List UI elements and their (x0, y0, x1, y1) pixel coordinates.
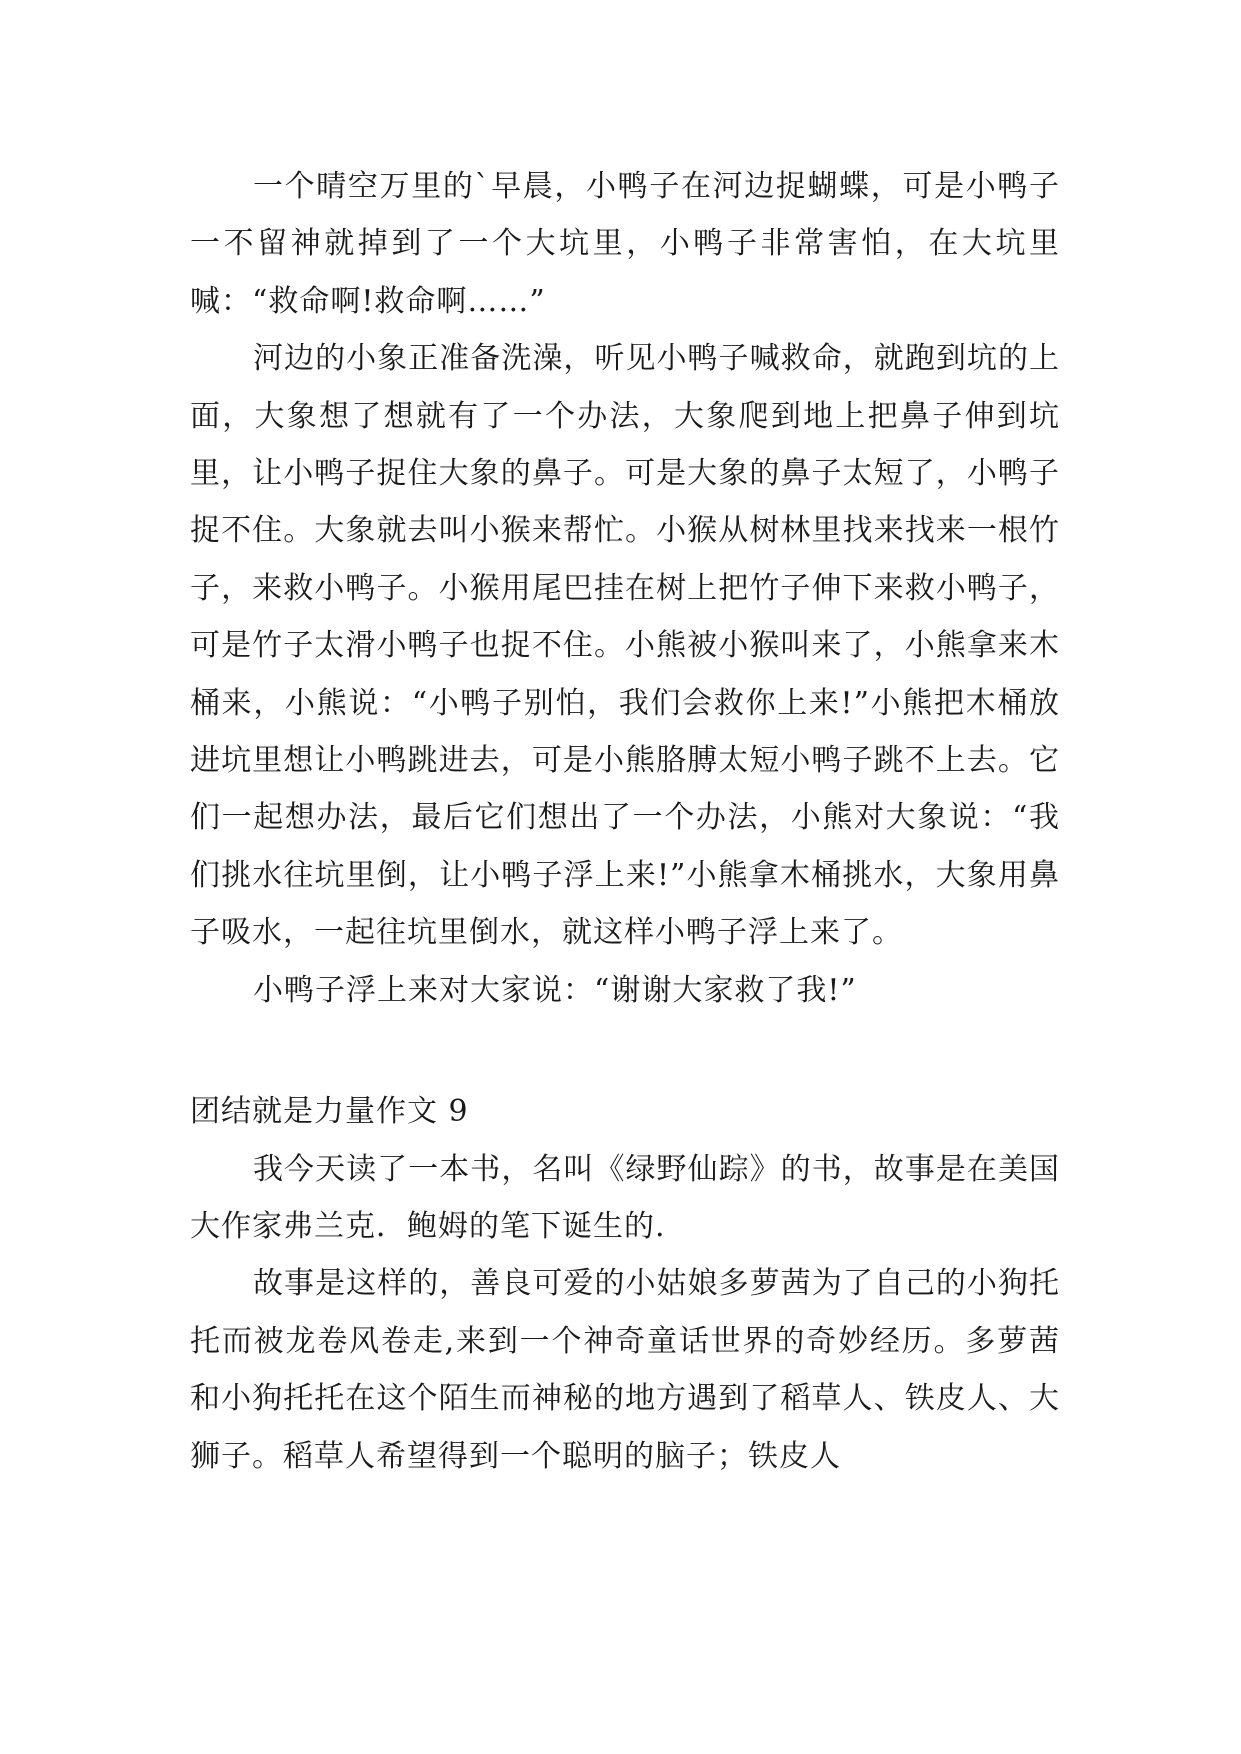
paragraph-duckling-intro: 一个晴空万里的`早晨，小鸭子在河边捉蝴蝶，可是小鸭子一不留神就掉到了一个大坑里，小鸭子非常害怕，在大坑里喊：“救命啊!救命啊……” (190, 169, 1060, 319)
paragraph-duckling-thanks: 小鸭子浮上来对大家说：“谢谢大家救了我!” (253, 972, 857, 1008)
document-body (190, 158, 1060, 1485)
paragraph-book-intro: 我今天读了一本书，名叫《绿野仙踪》的书，故事是在美国大作家弗兰克．鲍姆的笔下诞生的. (190, 1151, 1060, 1244)
essay-title: 团结就是力量作文 9 (190, 1094, 469, 1130)
paragraph-rescue-story: 河边的小象正准备洗澡，听见小鸭子喊救命，就跑到坑的上面，大象想了想就有了一个办法，大象爬到地上把鼻子伸到坑里，让小鸭子捉住大象的鼻子。可是大象的鼻子太短了，小鸭子捉不住。大象就去叫小猴来帮忙。小猴从树林里找来找来一根竹子，来救小鸭子。小猴用尾巴挂在树上把竹子伸下来救小鸭子，可是竹子太滑小鸭子也捉不住。小熊被小猴叫来了，小熊拿来木桶来，小熊说：“小鸭子别怕，我们会救你上来!”小熊把木桶放进坑里想让小鸭跳进去，可是小熊胳膊太短小鸭子跳不上去。它们一起想办法，最后它们想出了一个办法，小熊对大象说：“我们挑水往坑里倒，让小鸭子浮上来!”小熊拿木桶挑水，大象用鼻子吸水，一起往坑里倒水，就这样小鸭子浮上来了。 (190, 341, 1060, 951)
paragraph-book-story: 故事是这样的，善良可爱的小姑娘多萝茜为了自己的小狗托托而被龙卷风卷走,来到一个神奇童话世界的奇妙经历。多萝茜和小狗托托在这个陌生而神秘的地方遇到了稻草人、铁皮人、大狮子。稻草人希望得到一个聪明的脑子；铁皮人 (190, 1266, 1060, 1474)
section-spacer (190, 1019, 1060, 1083)
